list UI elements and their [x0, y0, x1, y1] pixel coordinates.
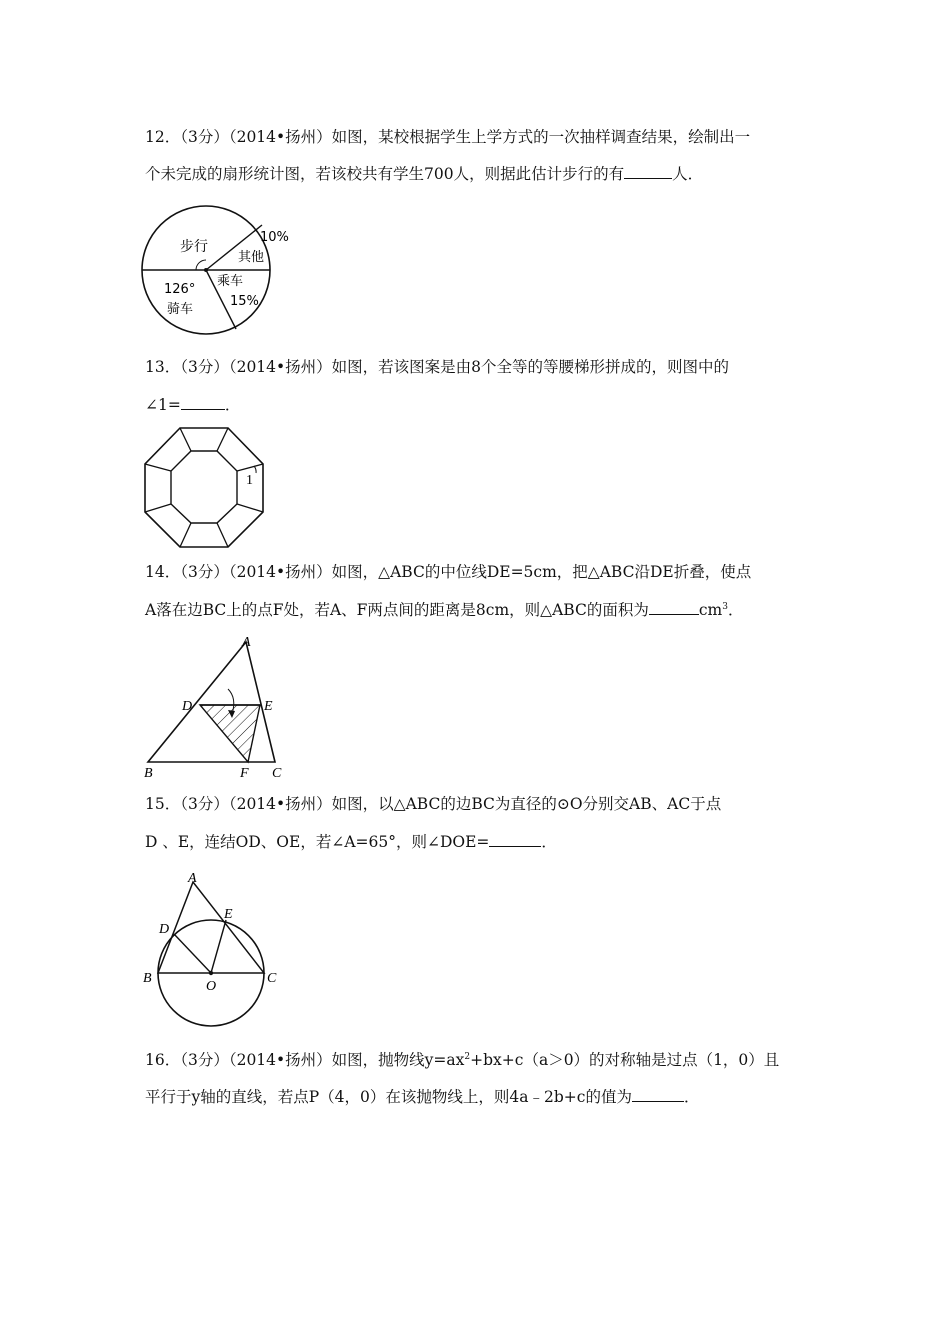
q14-triangle-figure	[140, 632, 300, 782]
q15-answer-blank	[489, 832, 541, 847]
q15-line2	[145, 832, 557, 852]
connector-2	[217, 428, 228, 451]
q14-line2	[145, 600, 743, 620]
connector-3	[237, 464, 263, 471]
q13-line2	[145, 395, 240, 415]
q14-unit-exponent: 3	[722, 601, 728, 612]
q16-line2	[145, 1087, 699, 1107]
pie-label-bus: 乘车	[217, 274, 244, 289]
segment-od	[174, 934, 211, 973]
connector-1	[180, 428, 191, 451]
q16-answer-blank	[632, 1087, 684, 1102]
q14-line2-unit: cm	[698, 601, 723, 619]
connector-5	[217, 523, 228, 547]
pie-label-bike: 骑车	[167, 302, 194, 317]
q12-answer-blank	[624, 164, 672, 179]
pie-label-other-pct: 10%	[260, 230, 289, 245]
q12-line2	[145, 164, 703, 184]
label-a: A	[242, 635, 251, 650]
q16-line2-pre: 平行于y轴的直线，若点P（4，0）在该抛物线上，则4a﹣2b+c的值为	[145, 1088, 632, 1106]
label-f: F	[240, 766, 249, 781]
label-d: D	[159, 922, 170, 937]
angle-1-label: 1	[246, 473, 253, 488]
q13-line1: 13．（3分）（2014•扬州）如图，若该图案是由8个全等的等腰梯形拼成的，则图中的	[145, 358, 730, 376]
q14-answer-blank	[649, 600, 699, 615]
label-e: E	[264, 699, 273, 714]
pie-angle-arc	[196, 260, 206, 270]
connector-4	[237, 504, 263, 512]
q12-pie-chart	[140, 203, 300, 343]
connector-6	[180, 523, 191, 547]
pie-label-walk: 步行	[180, 239, 208, 255]
inner-octagon	[171, 451, 237, 523]
q15-line1: 15．（3分）（2014•扬州）如图，以△ABC的边BC为直径的⊙O分别交AB、AC于点	[145, 795, 722, 813]
q15-line2-post: ．	[541, 833, 557, 851]
label-c: C	[272, 766, 282, 781]
q13-line2-pre: ∠1=	[145, 396, 181, 414]
label-b: B	[143, 971, 152, 986]
triangle-abc	[148, 642, 275, 762]
label-e: E	[224, 907, 233, 922]
connector-8	[145, 464, 171, 471]
connector-7	[145, 504, 171, 512]
q13-line2-post: ．	[224, 396, 241, 414]
pie-label-other: 其他	[238, 250, 265, 265]
label-d: D	[182, 699, 193, 714]
q16-line2-post: ．	[683, 1088, 700, 1106]
q12-line1: 12．（3分）（2014•扬州）如图，某校根据学生上学方式的一次抽样调查结果，绘制出一	[145, 128, 751, 146]
pie-label-bus-pct: 15%	[230, 294, 259, 309]
q16-line1-post: +bx+c（a＞0）的对称轴是过点（1，0）且	[470, 1051, 780, 1069]
pie-center-dot	[204, 268, 208, 272]
q14-line2-pre: A落在边BC上的点F处，若A、F两点间的距离是8cm，则△ABC的面积为	[145, 601, 649, 619]
center-dot	[209, 971, 213, 975]
label-b: B	[144, 766, 153, 781]
q13-answer-blank	[181, 395, 225, 410]
q13-octagon-figure	[140, 425, 270, 553]
segment-oe	[211, 920, 226, 973]
label-a: A	[188, 871, 197, 886]
q12-line2-pre: 个未完成的扇形统计图，若该校共有学生700人，则据此估计步行的有	[145, 165, 625, 183]
pie-label-bike-angle: 126°	[164, 282, 196, 297]
q16-line1	[145, 1050, 779, 1070]
q16-exponent: 2	[464, 1051, 471, 1062]
q14-line1: 14．（3分）（2014•扬州）如图，△ABC的中位线DE=5cm，把△ABC沿DE折叠，使点	[145, 563, 752, 581]
label-c: C	[267, 971, 277, 986]
label-o: O	[206, 979, 217, 994]
q14-line2-post: ．	[727, 601, 744, 619]
q15-line2-pre: D 、E，连结OD、OE，若∠A=65°，则∠DOE=	[145, 833, 490, 851]
triangle-abc	[158, 882, 264, 973]
q15-circle-figure	[140, 866, 290, 1032]
angle-1-arc	[254, 466, 256, 473]
q16-line1-pre: 16．（3分）（2014•扬州）如图，抛物线y=ax	[145, 1051, 465, 1069]
q12-line2-post: 人．	[672, 165, 704, 183]
